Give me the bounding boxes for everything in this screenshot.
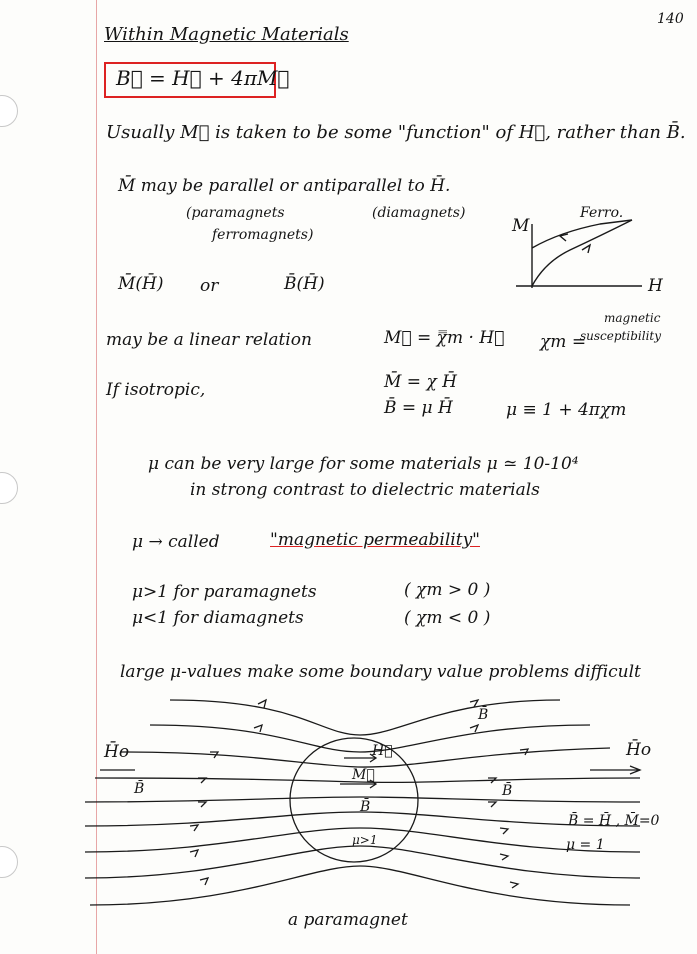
m-of-h: M̄(H̄)	[118, 274, 164, 294]
graph-ylabel: M	[512, 216, 530, 236]
b-of-h: B̄(H̄)	[284, 274, 325, 294]
line-isotropic: If isotropic,	[106, 380, 206, 400]
mu-inside-label: μ>1	[352, 833, 378, 847]
outside-equation-2: μ = 1	[566, 837, 605, 853]
or-word: or	[200, 276, 219, 296]
note-diamagnets: (diamagnets)	[372, 205, 466, 221]
linear-equation: M⃗ = χ̿m · H⃗	[384, 328, 505, 348]
b-top-label: B̄	[478, 707, 489, 723]
chi-positive: ( χm > 0 )	[404, 580, 491, 600]
h0-right-label: H̄o	[626, 740, 652, 760]
line-linear: may be a linear relation	[106, 330, 312, 350]
large-mu-line: large μ-values make some boundary value problems difficult	[120, 662, 641, 682]
page-number: 140	[657, 11, 684, 27]
h0-left-label: H̄o	[104, 742, 130, 762]
mu-definition: μ ≡ 1 + 4πχm	[506, 400, 627, 420]
b-inside-label: B̄	[360, 799, 371, 815]
dielectric-contrast-line: in strong contrast to dielectric materials	[190, 480, 540, 500]
b-left-label: B̄	[134, 781, 145, 797]
page-heading: Within Magnetic Materials	[104, 24, 349, 45]
boxed-equation: B⃗ = H⃗ + 4πM⃗	[116, 66, 290, 90]
graph-curve-label: Ferro.	[580, 205, 624, 221]
mu-called: μ → called	[132, 532, 220, 552]
chi-note-susceptibility: susceptibility	[580, 329, 662, 343]
line-usually: Usually M⃗ is taken to be some "function" of H⃗, rather than B̄.	[106, 122, 686, 143]
mu-greater-one: μ>1 for paramagnets	[132, 582, 317, 602]
isotropic-eq-b: B̄ = μ H̄	[384, 398, 453, 418]
h-inside-label: H⃗	[372, 743, 393, 759]
chi-negative: ( χm < 0 )	[404, 608, 491, 628]
isotropic-eq-m: M̄ = χ H̄	[384, 372, 457, 392]
graph-xlabel: H	[648, 276, 663, 296]
permeability-term: "magnetic permeability"	[270, 530, 480, 550]
mu-large-line: μ can be very large for some materials μ ≃ 10-10⁴	[148, 454, 579, 474]
note-ferromagnets: ferromagnets)	[212, 227, 314, 243]
note-paramagnets: (paramagnets	[186, 205, 285, 221]
mu-less-one: μ<1 for diamagnets	[132, 608, 304, 628]
m-inside-label: M⃗	[352, 767, 375, 783]
chi-label: χm =	[540, 332, 587, 352]
outside-equation-1: B̄ = H̄ , M̄=0	[568, 813, 660, 829]
line-parallel: M̄ may be parallel or antiparallel to H̄.	[118, 176, 451, 196]
b-right-label: B̄	[502, 783, 513, 799]
chi-note-magnetic: magnetic	[604, 311, 661, 325]
figure-caption: a paramagnet	[288, 910, 408, 930]
